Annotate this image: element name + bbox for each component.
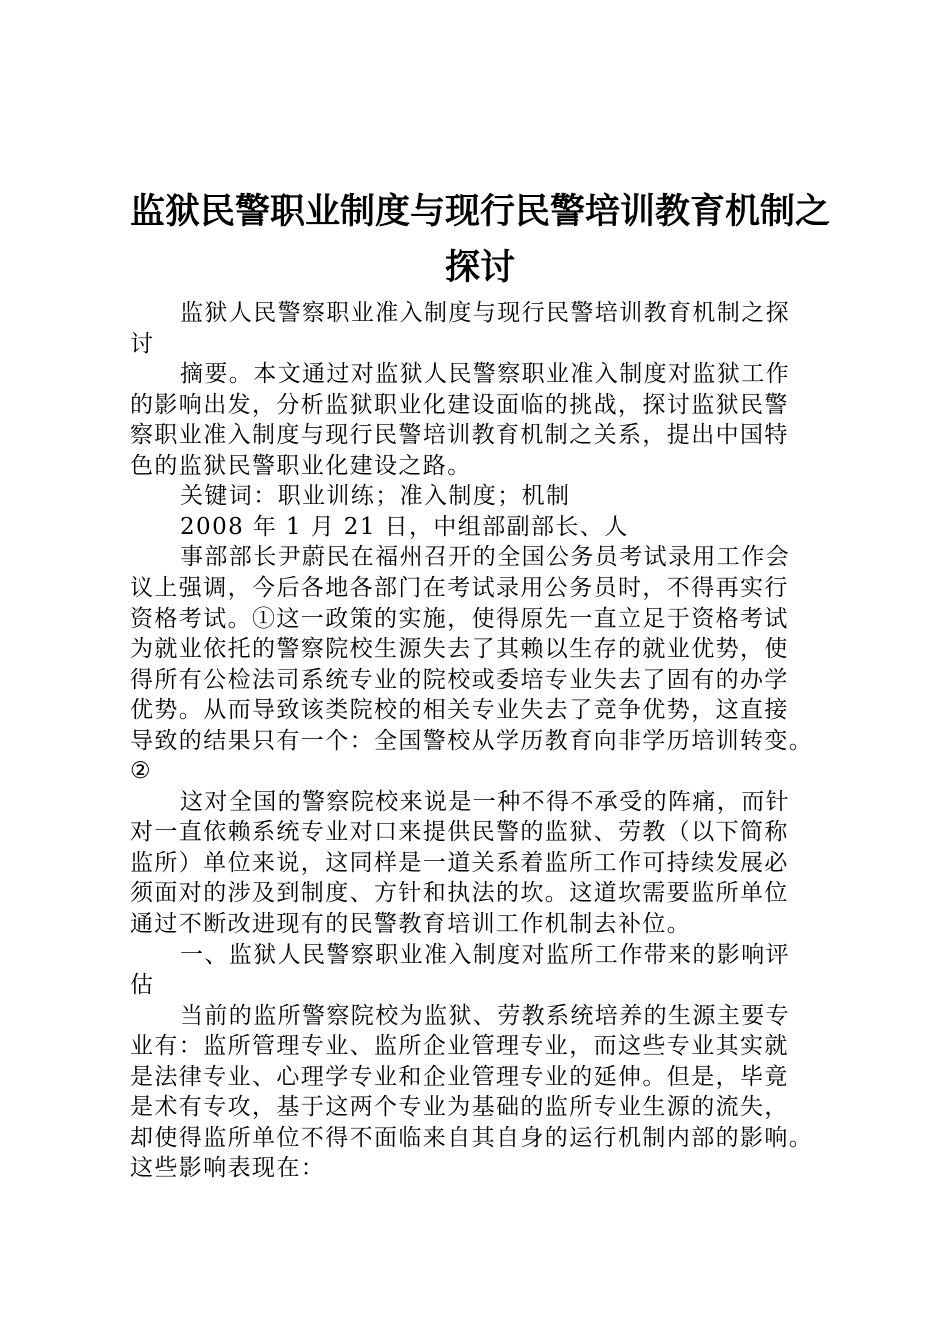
body-text-line: 事部部长尹蔚民在福州召开的全国公务员考试录用工作会 <box>180 544 790 571</box>
body-text-line: 得所有公检法司系统专业的院校或委培专业失去了固有的办学 <box>130 666 789 693</box>
body-text-line: 摘要。本文通过对监狱人民警察职业准入制度对监狱工作 <box>180 361 790 388</box>
body-text-line: 关键词：职业训练；准入制度；机制 <box>180 483 571 510</box>
body-text-line: 须面对的涉及到制度、方针和执法的坎。这道坎需要监所单位 <box>130 880 789 907</box>
body-text-line: 为就业依托的警察院校生源失去了其赖以生存的就业优势，使 <box>130 636 789 663</box>
body-text-line: 通过不断改进现有的民警教育培训工作机制去补位。 <box>130 911 692 937</box>
body-text-line: 却使得监所单位不得不面临来自其自身的运行机制内部的影响。 <box>130 1124 814 1151</box>
document-title-line-2: 探讨 <box>444 248 515 288</box>
body-text-line: 当前的监所警察院校为监狱、劳教系统培养的生源主要专 <box>180 1002 790 1029</box>
body-text-line: 是术有专攻，基于这两个专业为基础的监所专业生源的流失， <box>130 1094 789 1121</box>
body-text-line: 的影响出发，分析监狱职业化建设面临的挑战，探讨监狱民警 <box>130 391 789 418</box>
body-text-line: 讨 <box>130 330 155 357</box>
body-text-line: 这些影响表现在： <box>130 1155 326 1182</box>
body-text-line: 优势。从而导致该类院校的相关专业失去了竞争优势，这直接 <box>130 697 789 724</box>
body-text-line: 议上强调，今后各地各部门在考试录用公务员时，不得再实行 <box>130 574 789 601</box>
body-text-line: 是法律专业、心理学专业和企业管理专业的延伸。但是，毕竟 <box>130 1063 789 1090</box>
body-text-line: 一、监狱人民警察职业准入制度对监所工作带来的影响评 <box>180 941 790 968</box>
body-text-line: 2008 年 1 月 21 日，中组部副部长、人 <box>180 513 629 540</box>
body-text-line: 色的监狱民警职业化建设之路。 <box>130 452 472 479</box>
body-text-line: 监狱人民警察职业准入制度与现行民警培训教育机制之探 <box>180 300 790 326</box>
body-text-line: 这对全国的警察院校来说是一种不得不承受的阵痛，而针 <box>180 788 790 815</box>
body-text-line: 对一直依赖系统专业对口来提供民警的监狱、劳教（以下简称 <box>130 819 789 846</box>
body-text-line: 导致的结果只有一个：全国警校从学历教育向非学历培训转变。 <box>130 727 814 754</box>
body-text-line: 资格考试。①这一政策的实施，使得原先一直立足于资格考试 <box>130 605 789 632</box>
body-text-line: 业有：监所管理专业、监所企业管理专业，而这些专业其实就 <box>130 1033 789 1060</box>
document-title-line-1: 监狱民警职业制度与现行民警培训教育机制之 <box>129 192 830 232</box>
body-text-line: 察职业准入制度与现行民警培训教育机制之关系，提出中国特 <box>130 422 789 449</box>
body-text-line: 监所）单位来说，这同样是一道关系着监所工作可持续发展必 <box>130 849 789 876</box>
body-text-line: ② <box>130 758 153 785</box>
body-text-line: 估 <box>130 972 155 999</box>
